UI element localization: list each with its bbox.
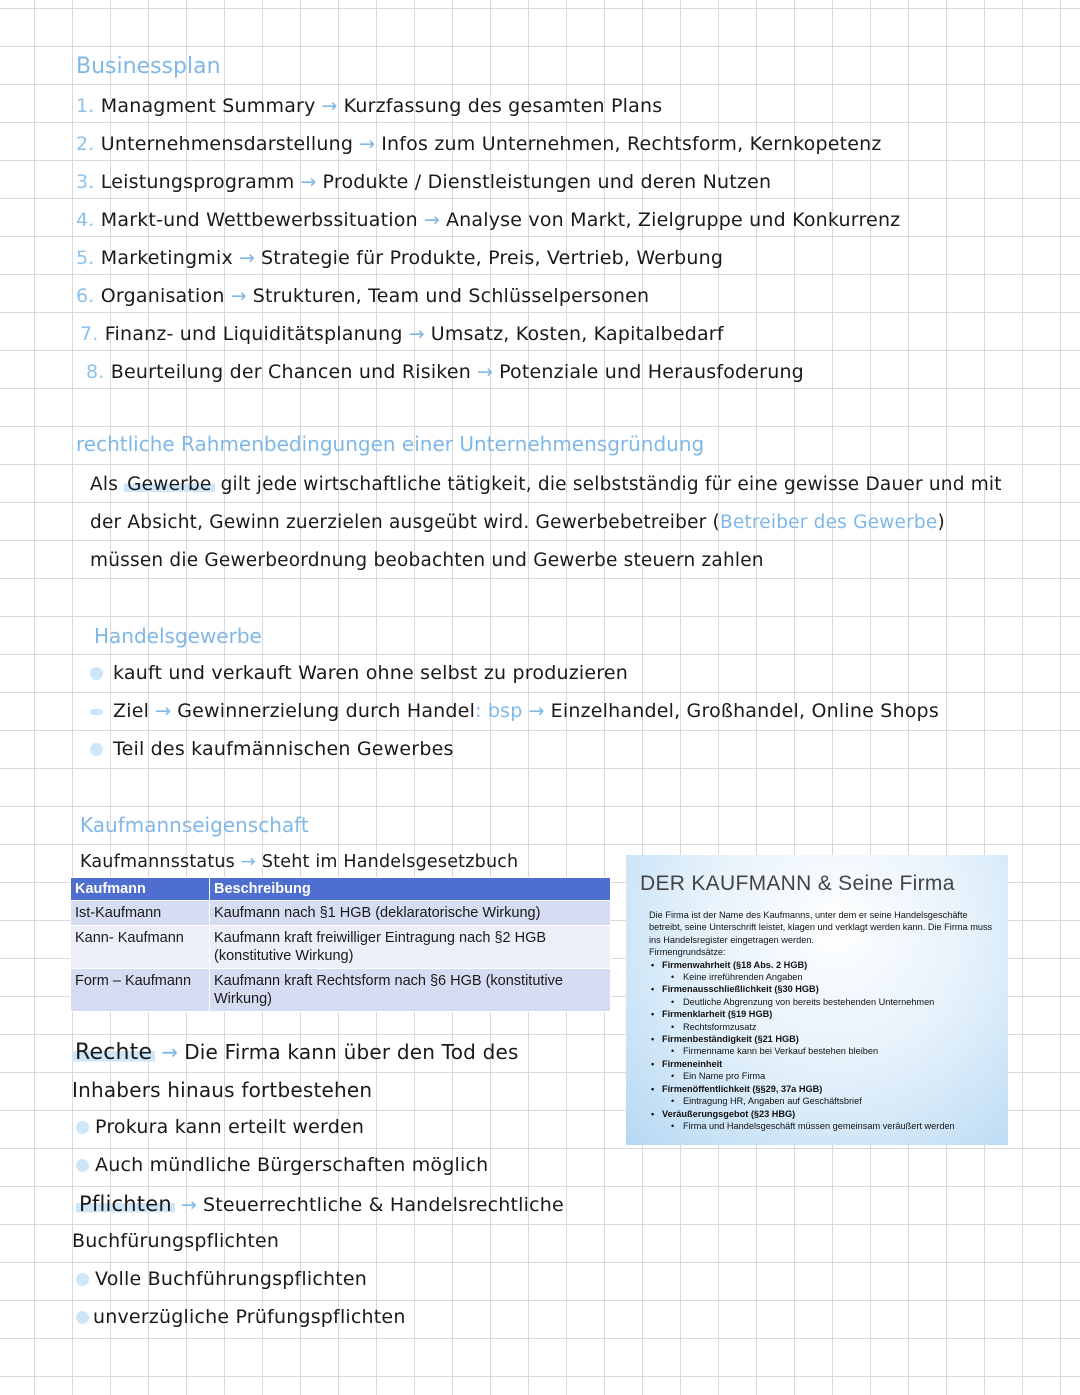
text: Inhabers hinaus fortbestehen: [72, 1078, 373, 1102]
rahmen-paragraph-line-1: [90, 474, 1002, 495]
item-text: Infos zum Unternehmen, Rechtsform, Kernkopetenz: [381, 133, 882, 155]
table-cell: Kaufmann nach §1 HGB (deklaratorische Wirkung): [210, 901, 611, 926]
item-number: 5.: [76, 247, 95, 269]
item-number: 7.: [80, 323, 99, 345]
slide-principle-detail: • Eintragung HR, Angaben auf Geschäftsbrief: [649, 1095, 999, 1107]
slide-principle-detail: • Keine irreführenden Angaben: [649, 971, 999, 983]
item-term: Managment Summary: [100, 95, 316, 117]
rahmen-paragraph-line-3: [90, 550, 764, 571]
table-cell: Kaufmann kraft Rechtsform nach §6 HGB (konstitutive Wirkung): [210, 969, 611, 1012]
item-term: Beurteilung der Chancen und Risiken: [110, 361, 471, 383]
table-row: [71, 901, 611, 926]
table-header-row: [71, 878, 611, 901]
item-number: 8.: [86, 361, 105, 383]
item-number: 4.: [76, 209, 95, 231]
item-term: Unternehmensdarstellung: [100, 133, 354, 155]
slide-principle-detail: • Deutliche Abgrenzung von bereits bestehenden Unternehmen: [649, 996, 999, 1008]
text: Ziel: [113, 700, 150, 722]
businessplan-title: Businessplan: [76, 54, 221, 79]
slide-principle: • Firmenausschließlichkeit (§30 HGB): [649, 983, 999, 995]
kaufmann-firma-slide: [626, 855, 1008, 1145]
table-row: [71, 926, 611, 969]
text: Steuerrechtliche & Handelsrechtliche: [202, 1194, 564, 1216]
item-term: Leistungsprogramm: [100, 171, 295, 193]
column-header: Kaufmann: [71, 878, 210, 901]
pflichten-label: Pflichten: [76, 1192, 175, 1216]
slide-principle: • Firmenwahrheit (§18 Abs. 2 HGB): [649, 959, 999, 971]
text: Die Firma kann über den Tod des: [184, 1040, 519, 1064]
arrow-icon: →: [423, 209, 440, 231]
highlight-gewerbe: Gewerbe: [124, 474, 214, 495]
table-cell: Kaufmann kraft freiwilliger Eintragung nach §2 HGB (konstitutive Wirkung): [210, 926, 611, 969]
item-term: Organisation: [100, 285, 225, 307]
arrow-icon: →: [476, 361, 494, 383]
text: ): [937, 512, 945, 533]
businessplan-item: [76, 133, 882, 155]
arrow-icon: →: [155, 700, 172, 722]
text: Gewinnerzielung durch Handel: [177, 700, 476, 722]
text: Steht im Handelsgesetzbuch: [261, 852, 519, 872]
handel-bullet-1: [90, 662, 628, 684]
pflichten-bullet-2: [76, 1306, 406, 1328]
text: Einzelhandel, Großhandel, Online Shops: [550, 700, 939, 722]
text: Prokura kann erteilt werden: [95, 1116, 365, 1138]
text: kauft und verkauft Waren ohne selbst zu produzieren: [113, 662, 628, 684]
bullet-icon: [76, 1273, 89, 1286]
slide-principle-detail: • Rechtsformzusatz: [649, 1021, 999, 1033]
item-text: Potenziale und Herausfoderung: [499, 361, 804, 383]
slide-body: [649, 909, 999, 1132]
arrow-icon: →: [321, 95, 338, 117]
text: gilt jede wirtschaftliche tätigkeit, die selbstständig für eine gewisse Dauer und mit: [220, 474, 1002, 495]
rechte-line-2: [72, 1078, 372, 1102]
blue-note: Betreiber des Gewerbe: [719, 512, 938, 533]
arrow-icon: →: [161, 1040, 179, 1064]
slide-principle-detail: • Ein Name pro Firma: [649, 1070, 999, 1082]
table-row: [71, 969, 611, 1012]
item-text: Analyse von Markt, Zielgruppe und Konkurrenz: [445, 209, 901, 231]
businessplan-item: [76, 285, 649, 307]
kaufmann-table: [70, 877, 611, 1012]
item-text: Strategie für Produkte, Preis, Vertrieb, Werbung: [261, 247, 724, 269]
handel-bullet-3: [90, 738, 454, 760]
table-cell: Kann- Kaufmann: [71, 926, 210, 969]
bullet-icon: [90, 743, 103, 756]
table-cell: Form – Kaufmann: [71, 969, 210, 1012]
arrow-icon: →: [300, 171, 317, 193]
slide-intro: Die Firma ist der Name des Kaufmanns, unter dem er seine Handelsgeschäfte betreibt, seine Unterschrift leistet, klagen und verklagt werden kann. Die Firma muss ins Handelsregister eingetragen werden.: [649, 910, 993, 945]
slide-principle-detail: • Firma und Handelsgeschäft müssen gemeinsam veräußert werden: [649, 1120, 999, 1132]
bullet-icon: [90, 667, 103, 680]
text: müssen die Gewerbeordnung beobachten und Gewerbe steuern zahlen: [90, 550, 764, 571]
item-term: Finanz- und Liquiditätsplanung: [104, 323, 403, 345]
bullet-icon: [90, 709, 103, 715]
businessplan-item: [76, 209, 900, 231]
item-term: Markt-und Wettbewerbssituation: [100, 209, 418, 231]
text: Buchfürungspflichten: [72, 1230, 280, 1252]
bullet-icon: [76, 1311, 89, 1324]
businessplan-item: [86, 361, 804, 383]
slide-grundsaetze: Firmengrundsätze:: [649, 947, 726, 958]
arrow-icon: →: [528, 700, 545, 722]
rechte-bullet-2: [76, 1154, 488, 1176]
column-header: Beschreibung: [210, 878, 611, 901]
item-number: 3.: [76, 171, 95, 193]
rechte-label: Rechte: [72, 1040, 155, 1065]
kaufmann-title: Kaufmannseigenschaft: [80, 813, 309, 837]
item-text: Strukturen, Team und Schlüsselpersonen: [252, 285, 650, 307]
kaufmann-status: [80, 852, 518, 872]
text: Teil des kaufmännischen Gewerbes: [113, 738, 454, 760]
arrow-icon: →: [241, 852, 256, 872]
slide-principle: • Firmenklarheit (§19 HGB): [649, 1008, 999, 1020]
businessplan-item: [80, 323, 724, 345]
item-text: Kurzfassung des gesamten Plans: [343, 95, 663, 117]
businessplan-item: [76, 247, 723, 269]
item-number: 2.: [76, 133, 95, 155]
bullet-icon: [76, 1159, 89, 1172]
handel-bullet-2: [90, 700, 939, 722]
rechte-line-1: [72, 1040, 519, 1065]
text: der Absicht, Gewinn zuerzielen ausgeübt wird. Gewerbebetreiber (: [90, 512, 720, 533]
arrow-icon: →: [238, 247, 256, 269]
arrow-icon: →: [408, 323, 425, 345]
arrow-icon: →: [180, 1194, 197, 1216]
rahmen-paragraph-line-2: [90, 512, 945, 533]
bullet-icon: [76, 1121, 89, 1134]
text: Kaufmannsstatus: [80, 852, 235, 872]
item-text: Umsatz, Kosten, Kapitalbedarf: [430, 323, 724, 345]
slide-principle: • Veräußerungsgebot (§23 HBG): [649, 1108, 999, 1120]
slide-principle: • Firmenöffentlichkeit (§§29, 37a HGB): [649, 1083, 999, 1095]
item-number: 1.: [76, 95, 95, 117]
table-cell: Ist-Kaufmann: [71, 901, 210, 926]
pflichten-line-1: [76, 1192, 564, 1216]
rechte-bullet-1: [76, 1116, 364, 1138]
arrow-icon: →: [359, 133, 376, 155]
pflichten-line-2: [72, 1230, 279, 1252]
text: unverzügliche Prüfungspflichten: [93, 1306, 406, 1328]
item-text: Produkte / Dienstleistungen und deren Nutzen: [322, 171, 772, 193]
item-term: Marketingmix: [100, 247, 233, 269]
slide-principle: • Firmeneinheit: [649, 1058, 999, 1070]
handel-title: Handelsgewerbe: [94, 624, 262, 648]
item-number: 6.: [76, 285, 95, 307]
text: Volle Buchführungspflichten: [95, 1268, 368, 1290]
text: Als: [90, 474, 119, 495]
bsp-note: : bsp: [475, 700, 523, 722]
rahmen-title: rechtliche Rahmenbedingungen einer Unternehmensgründung: [76, 432, 705, 456]
pflichten-bullet-1: [76, 1268, 367, 1290]
slide-principle: • Firmenbeständigkeit (§21 HGB): [649, 1033, 999, 1045]
arrow-icon: →: [230, 285, 247, 307]
slide-title: DER KAUFMANN & Seine Firma: [640, 872, 955, 895]
slide-principle-detail: • Firmenname kann bei Verkauf bestehen bleiben: [649, 1045, 999, 1057]
businessplan-item: [76, 95, 662, 117]
businessplan-item: [76, 171, 771, 193]
text: Auch mündliche Bürgerschaften möglich: [95, 1154, 489, 1176]
